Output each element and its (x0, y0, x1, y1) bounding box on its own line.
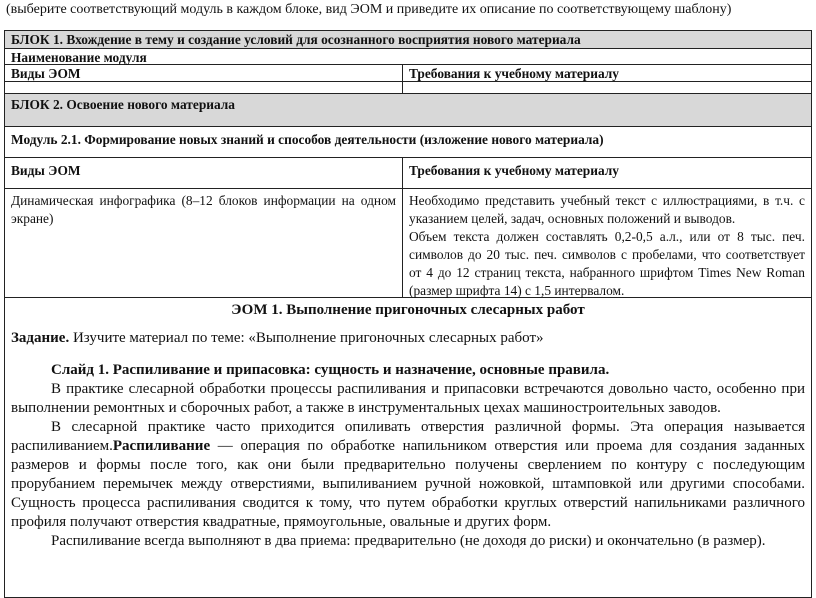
block1-eom-type-cell[interactable] (5, 82, 403, 93)
block1-title: БЛОК 1. Вхождение в тему и создание условий для осознанного восприятия нового материала (5, 31, 811, 48)
paragraph-1: В практике слесарной обработки процессы распиливания и припасовки встречаются довольно часто, особенно при выполнении ремонтных и сборочных работ, а также в инструментальных цехах машиностроительных заводов. (11, 381, 805, 416)
task-line (11, 328, 805, 348)
requirements-label-2: Требования к учебному материалу (409, 163, 619, 178)
requirements-paragraph-1: Необходимо представить учебный текст с иллюстрациями, в т.ч. с указанием целей, задач, основных положений и выводов. (409, 193, 805, 226)
block1-header-row (5, 64, 811, 81)
task-text: Изучите материал по теме: «Выполнение пригоночных слесарных работ» (69, 330, 544, 346)
task-label: Задание. (11, 330, 70, 346)
paragraph-2 (11, 418, 805, 532)
requirements-label: Требования к учебному материалу (409, 66, 619, 81)
requirements-paragraph-2: Объем текста должен составлять 0,2-0,5 а.л., или от 8 тыс. печ. символов до 20 тыс. печ. символов с пробелами, что соответствует от 4 до 12 страниц текста, набранного шрифтом Times New Roman (размер шрифта 14) с 1,5 интервалом. (409, 229, 805, 298)
block1-empty-row (5, 81, 811, 93)
eom-section (5, 297, 811, 597)
slide-title: Слайд 1. Распиливание и припасовка: сущность и назначение, основные правила. (51, 362, 610, 378)
block2-header-row (5, 157, 811, 188)
block2-title: БЛОК 2. Освоение нового материала (5, 93, 811, 126)
eom-title: ЭОМ 1. Выполнение пригоночных слесарных работ (231, 302, 585, 318)
paragraph-3: Распиливание всегда выполняют в два приема: предварительно (не доходя до риски) и окончательно (в размер). (51, 533, 766, 549)
block1-requirements-cell[interactable] (403, 82, 811, 93)
eom-types-label-2: Виды ЭОМ (5, 158, 403, 188)
paragraph-2-definition: — операция по обработке напильником отверстия или проема для создания заданных размеров и формы после того, как они были предварительно получены сверлением по контуру с последующим прорубанием перемычек между отверстиями, выпиливанием ручной ножовкой, штамповкой или другими способами. Сущность процесса распиливания сводится к тому, что путем обработки круглых отверстий напильниками различного профиля получают отверстия квадратные, прямоугольные, овальные и других форм. (11, 438, 805, 530)
term-raspilivanie: Распиливание (112, 438, 211, 454)
intro-instruction: (выберите соответствующий модуль в каждом блоке, вид ЭОМ и приведите их описание по соответствующему шаблону) (6, 2, 732, 17)
requirements-value (403, 189, 811, 297)
eom-type-value: Динамическая инфографика (8–12 блоков информации на одном экране) (5, 189, 403, 297)
module-name-label: Наименование модуля (5, 48, 811, 64)
block2-content-row (5, 188, 811, 297)
template-table (4, 30, 812, 598)
module-2-1-title: Модуль 2.1. Формирование новых знаний и способов деятельности (изложение нового материала) (5, 126, 811, 157)
eom-types-label: Виды ЭОМ (5, 65, 403, 81)
paragraph-2-intro: В слесарной практике часто приходится опиливать отверстия различной формы. Эта операция называется распиливанием. (11, 419, 805, 454)
